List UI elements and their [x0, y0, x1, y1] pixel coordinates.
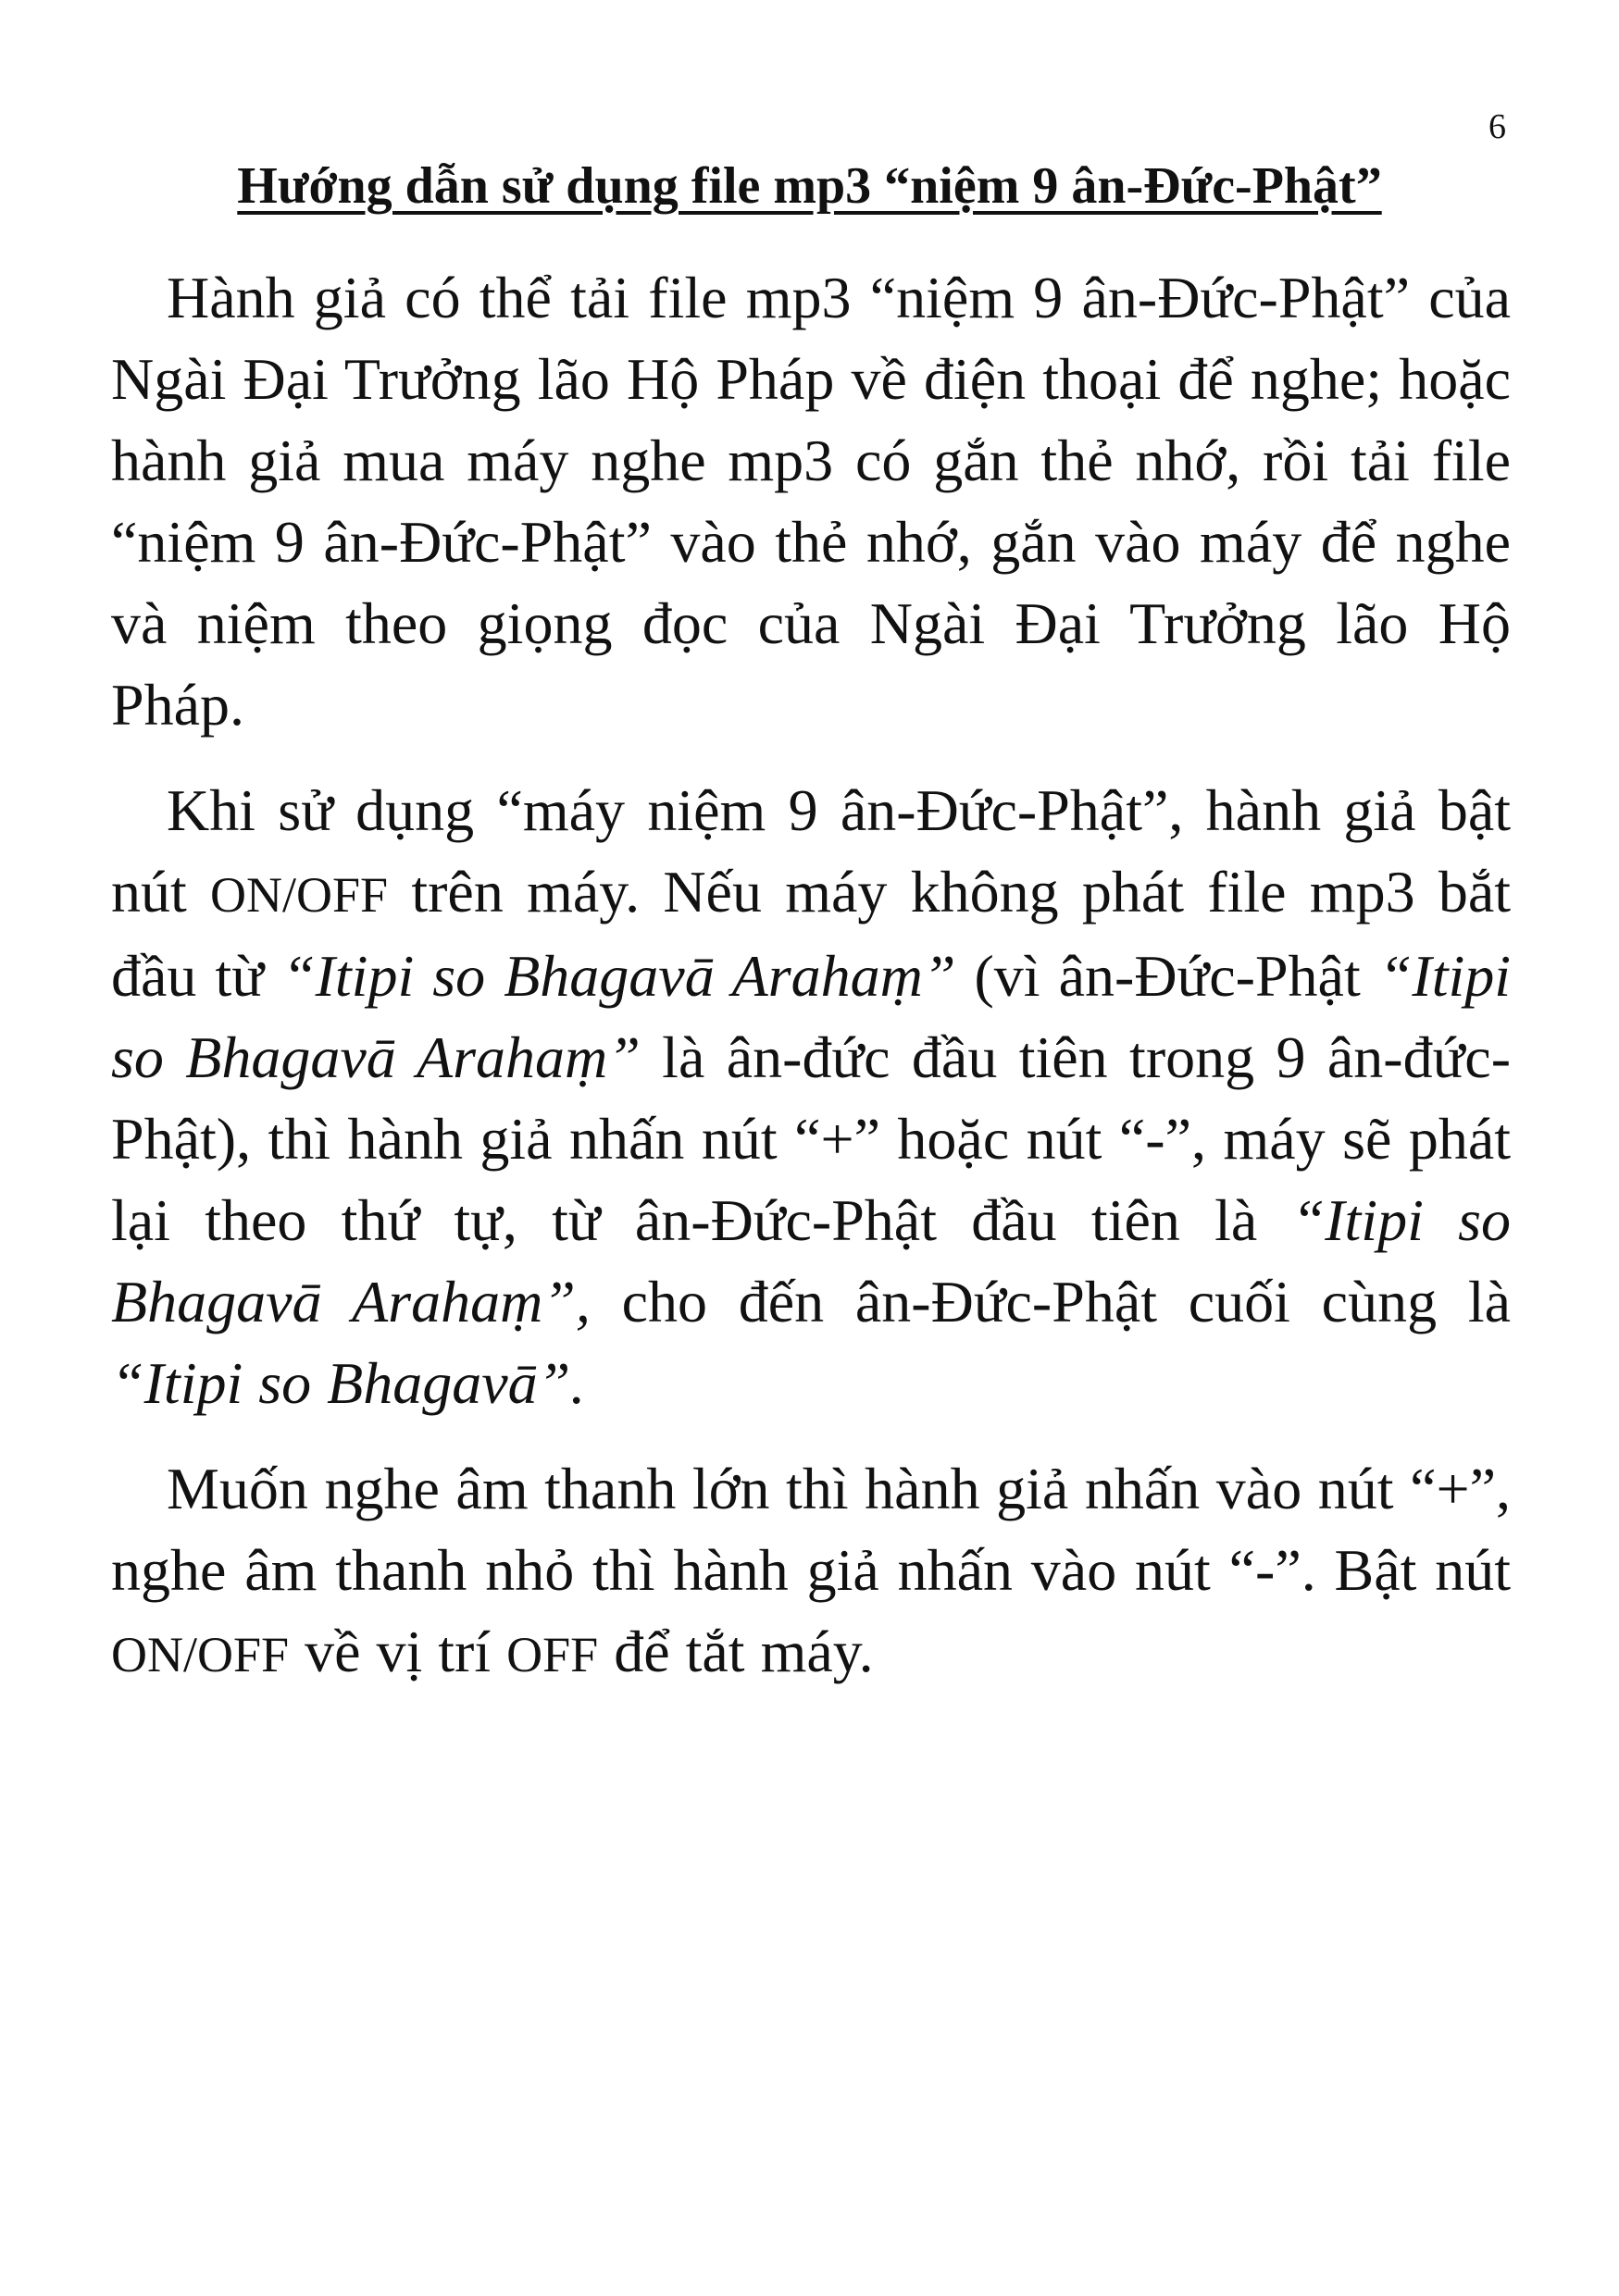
text-segment: cho đến ân-Đức-Phật cuối cùng là	[590, 1269, 1512, 1334]
text-segment: Khi sử dụng “máy niệm 9 ân-Đức-Phật”, hành giả bật nút	[111, 777, 1511, 925]
pali-phrase: “Itipi so Bhagavā Arahaṃ”,	[111, 1187, 1512, 1334]
body-text	[111, 257, 1511, 1719]
pali-phrase: “Itipi so Bhagavā Arahaṃ”	[111, 943, 1512, 1090]
pali-phrase: “Itipi so Bhagavā Arahaṃ”	[281, 943, 956, 1009]
paragraph-usage	[111, 770, 1511, 1424]
on-off-label: ON/OFF	[111, 1627, 290, 1682]
page-number: 6	[1488, 107, 1506, 146]
text-segment: (vì ân-Đức-Phật	[955, 943, 1379, 1009]
text-segment: Muốn nghe âm thanh lớn thì hành giả nhấn vào nút “+”, nghe âm thanh nhỏ thì hành giả nhấn vào nút “-”. Bật nút	[111, 1456, 1511, 1603]
text-segment: về vị trí	[289, 1619, 507, 1684]
pali-phrase: “Itipi so Bhagavā”.	[111, 1350, 586, 1416]
on-off-label: ON/OFF	[210, 867, 389, 923]
paragraph-intro: Hành giả có thể tải file mp3 “niệm 9 ân-Đức-Phật” của Ngài Đại Trưởng lão Hộ Pháp về điện thoại để nghe; hoặc hành giả mua máy nghe mp3 có gắn thẻ nhớ, rồi tải file “niệm 9 ân-Đức-Phật” vào thẻ nhớ, gắn vào máy để nghe và niệm theo giọng đọc của Ngài Đại Trưởng lão Hộ Pháp.	[111, 265, 1511, 738]
page-title: Hướng dẫn sử dụng file mp3 “niệm 9 ân-Đức-Phật”	[237, 157, 1382, 215]
text-segment: để tắt máy.	[598, 1619, 874, 1684]
paragraph-volume	[111, 1448, 1511, 1695]
text-segment: trên máy. Nếu máy không phát file mp3 bắt đầu từ	[111, 859, 1512, 1009]
text-segment: là ân-đức đầu tiên trong 9 ân-đức-Phật), thì hành giả nhấn nút “+” hoặc nút “-”, máy sẽ phát lại theo thứ tự, từ ân-Đức-Phật đầu tiên là	[111, 1024, 1512, 1253]
off-label: OFF	[506, 1627, 599, 1682]
